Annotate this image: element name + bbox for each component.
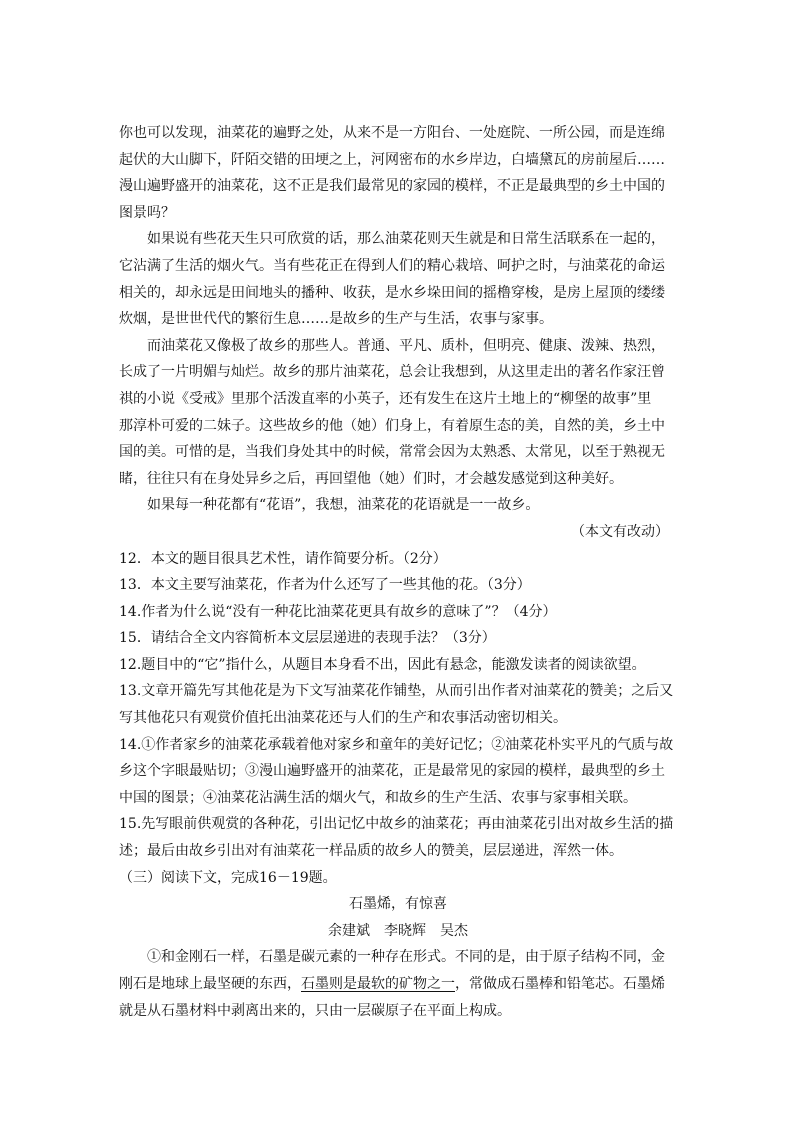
- passage-line: 国的美。可惜的是，当我们身处其中的时候，常常会因为太熟悉、太常见，以至于熟视无: [119, 444, 665, 461]
- passage-line: 睹，往往只有在身处异乡之后，再回望他（她）们时，才会越发感觉到这种美好。: [119, 470, 623, 487]
- passage-line: 长成了一片明媚与灿烂。故乡的那片油菜花，总会让我想到，从这里走出的著名作家汪曾: [119, 364, 665, 381]
- passage-line: 如果每一种花都有“花语”，我想，油菜花的花语就是一一故乡。: [147, 497, 540, 514]
- answer-13-line: 写其他花只有观赏价值托出油菜花还与人们的生产和农事活动密切相关。: [119, 710, 567, 727]
- article-line: 就是从石墨材料中剥离出来的，只由一层碳原子在平面上构成。: [119, 1002, 511, 1019]
- passage-line: 炊烟，是世世代代的繁衍生息……是故乡的生产与生活，农事与家事。: [119, 311, 553, 328]
- passage-line: 它沾满了生活的烟火气。当有些花正在得到人们的精心栽培、呵护之时，与油菜花的命运: [119, 257, 665, 274]
- article-text: ，常做成石墨棒和铅笔芯。石墨烯: [455, 976, 665, 992]
- answer-15-line: 15.先写眼前供观赏的各种花，引出记忆中故乡的油菜花；再由油菜花引出对故乡生活的描: [119, 816, 674, 833]
- question-12: 12．本文的题目很具艺术性，请作简要分析。（2分）: [119, 550, 447, 567]
- article-authors: 余建斌 李晓辉 吴杰: [328, 922, 468, 939]
- question-14: 14.作者为什么说“没有一种花比油菜花更具有故乡的意味了”？（4分）: [119, 603, 557, 620]
- answer-14-line: 14.①作者家乡的油菜花承载着他对家乡和童年的美好记忆；②油菜花朴实平凡的气质与故: [119, 736, 674, 753]
- answer-13-line: 13.文章开篇先写其他花是为下文写油菜花作铺垫，从而引出作者对油菜花的赞美；之后又: [119, 683, 674, 700]
- article-line: [119, 971, 677, 998]
- answer-14-line: 乡这个字眼最贴切；③漫山遍野盛开的油菜花，正是最常见的家园的模样，最典型的乡土: [119, 763, 665, 780]
- answer-15-line: 述；最后由故乡引出对有油菜花一样品质的故乡人的赞美，层层递进，浑然一体。: [119, 843, 623, 860]
- passage-line: 相关的，却永远是田间地头的播种、收获，是水乡垛田间的摇橹穿梭，是房上屋顶的缕缕: [119, 284, 665, 301]
- question-15: 15．请结合全文内容简析本文层层递进的表现手法？（3分）: [119, 630, 496, 647]
- passage-line: 祺的小说《受戒》里那个活泼直率的小英子，还有发生在这片土地上的“柳堡的故事”里: [119, 390, 652, 407]
- passage-line: 如果说有些花天生只可欣赏的话，那么油菜花则天生就是和日常生活联系在一起的，: [147, 231, 665, 248]
- question-13: 13．本文主要写油菜花，作者为什么还写了一些其他的花。（3分）: [119, 577, 531, 594]
- answer-12: 12.题目中的“它”指什么，从题目本身看不出，因此有悬念，能激发读者的阅读欲望。: [119, 656, 646, 673]
- section-instruction: （三）阅读下文，完成16－19题。: [119, 869, 337, 886]
- document-body: [119, 120, 677, 1024]
- passage-line: 起伏的大山脚下，阡陌交错的田埂之上，河网密布的水乡岸边，白墙黛瓦的房前屋后……: [119, 151, 665, 168]
- article-line: ①和金刚石一样，石墨是碳元素的一种存在形式。不同的是，由于原子结构不同，金: [147, 949, 665, 966]
- passage-line: 而油菜花又像极了故乡的那些人。普通、平凡、质朴，但明亮、健康、泼辣、热烈，: [147, 337, 665, 354]
- answer-14-line: 中国的图景；④油菜花沾满生活的烟火气，和故乡的生产生活、农事与家事相关联。: [119, 789, 637, 806]
- passage-line: 那淳朴可爱的二妹子。这些故乡的他（她）们身上，有着原生态的美，自然的美，乡土中: [119, 417, 665, 434]
- passage-line: 图景吗？: [119, 204, 175, 221]
- article-text: 刚石是地球上最坚硬的东西，: [119, 976, 301, 992]
- passage-line: 漫山遍野盛开的油菜花，这不正是我们最常见的家园的模样，不正是最典型的乡土中国的: [119, 178, 665, 195]
- passage-line: 你也可以发现，油菜花的遍野之处，从来不是一方阳台、一处庭院、一所公园，而是连绵: [119, 125, 665, 141]
- article-title: 石墨烯，有惊喜: [349, 896, 447, 913]
- source-note: （本文有改动）: [571, 523, 669, 540]
- underlined-phrase: 石墨则是最软的矿物之一: [301, 976, 455, 992]
